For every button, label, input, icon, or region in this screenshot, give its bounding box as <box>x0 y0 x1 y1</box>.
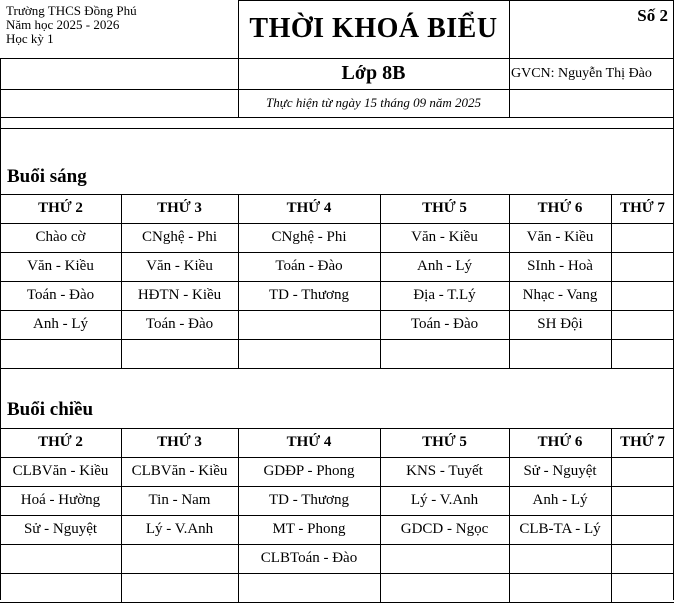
afternoon-lesson-cell: CLB-TA - Lý <box>519 521 601 537</box>
morning-lesson-cell: Toán - Đào <box>275 258 343 274</box>
school-name: Trường THCS Đồng Phú <box>6 3 137 18</box>
morning-lesson-cell: HĐTN - Kiều <box>137 287 222 303</box>
morning-lesson-cell: Văn - Kiều <box>146 258 213 274</box>
morning-lesson-cell: Toán - Đào <box>145 316 214 332</box>
afternoon-lesson-cell: TD - Thương <box>269 492 349 508</box>
class-name: Lớp 8B <box>341 62 406 84</box>
afternoon-lesson-cell: MT - Phong <box>272 521 346 537</box>
horizontal-rule <box>0 89 674 90</box>
horizontal-rule <box>238 0 509 1</box>
afternoon-lesson-cell: Anh - Lý <box>532 492 588 508</box>
afternoon-lesson-cell: CLBVăn - Kiều <box>131 463 228 479</box>
afternoon-lesson-cell <box>611 486 674 515</box>
afternoon-lesson-cell <box>121 544 238 573</box>
vertical-rule <box>509 0 510 117</box>
morning-lesson-cell: Toán - Đào <box>410 316 479 332</box>
morning-lesson-cell: CNghệ - Phi <box>271 229 347 245</box>
afternoon-day-header: THỨ 2 <box>38 434 83 450</box>
afternoon-lesson-cell <box>509 573 611 602</box>
morning-lesson-cell <box>509 339 611 368</box>
morning-day-header: THỨ 7 <box>620 200 665 216</box>
morning-lesson-cell <box>380 339 509 368</box>
afternoon-day-header: THỨ 6 <box>537 434 583 450</box>
morning-lesson-cell: Anh - Lý <box>417 258 472 274</box>
morning-lesson-cell: Toán - Đào <box>26 287 95 303</box>
morning-lesson-cell <box>611 281 674 310</box>
page-title: THỜI KHOÁ BIỂU <box>249 13 498 44</box>
afternoon-lesson-cell <box>0 573 121 602</box>
morning-lesson-cell: Nhạc - Vang <box>522 287 598 303</box>
afternoon-lesson-cell: Sử - Nguyệt <box>23 521 98 537</box>
afternoon-lesson-cell: GDCD - Ngọc <box>400 521 489 537</box>
morning-section-label: Buổi sáng <box>7 166 87 187</box>
morning-lesson-cell: SH Đội <box>537 316 583 332</box>
morning-lesson-cell: Địa - T.Lý <box>413 287 476 303</box>
afternoon-lesson-cell: KNS - Tuyết <box>406 463 483 479</box>
morning-day-header: THỨ 5 <box>422 200 467 216</box>
morning-lesson-cell: Văn - Kiều <box>411 229 478 245</box>
morning-day-header: THỨ 2 <box>38 200 83 216</box>
afternoon-lesson-cell: Lý - V.Anh <box>145 521 214 537</box>
morning-lesson-cell: Anh - Lý <box>33 316 88 332</box>
morning-day-header: THỨ 4 <box>286 200 332 216</box>
afternoon-lesson-cell: CLBVăn - Kiều <box>12 463 109 479</box>
afternoon-lesson-cell <box>611 515 674 544</box>
effective-date: Thực hiện từ ngày 15 tháng 09 năm 2025 <box>266 95 481 110</box>
horizontal-rule <box>509 0 674 1</box>
afternoon-lesson-cell <box>380 573 509 602</box>
morning-lesson-cell <box>121 339 238 368</box>
afternoon-lesson-cell: Hoá - Hường <box>20 492 101 508</box>
morning-lesson-cell <box>238 339 380 368</box>
morning-lesson-cell: CNghệ - Phi <box>142 229 217 245</box>
afternoon-lesson-cell: Tin - Nam <box>148 492 211 508</box>
afternoon-lesson-cell: GDĐP - Phong <box>263 463 355 479</box>
morning-lesson-cell: Văn - Kiều <box>526 229 594 245</box>
morning-lesson-cell <box>611 339 674 368</box>
morning-lesson-cell <box>611 252 674 281</box>
afternoon-lesson-cell <box>509 544 611 573</box>
homeroom-teacher: GVCN: Nguyễn Thị Đào <box>511 65 652 81</box>
afternoon-lesson-cell <box>380 544 509 573</box>
schedule-number: Số 2 <box>637 6 668 25</box>
horizontal-rule <box>0 368 674 369</box>
afternoon-day-header: THỨ 7 <box>620 434 665 450</box>
afternoon-lesson-cell <box>611 573 674 602</box>
morning-day-header: THỨ 3 <box>157 200 202 216</box>
afternoon-lesson-cell: Lý - V.Anh <box>410 492 479 508</box>
morning-lesson-cell: SInh - Hoà <box>527 258 593 274</box>
afternoon-lesson-cell: Sử - Nguyệt <box>523 463 597 479</box>
morning-lesson-cell <box>611 310 674 339</box>
horizontal-rule <box>0 117 674 118</box>
semester: Học kỳ 1 <box>6 31 54 46</box>
school-year: Năm học 2025 - 2026 <box>6 17 120 32</box>
afternoon-lesson-cell <box>238 573 380 602</box>
afternoon-day-header: THỨ 4 <box>286 434 332 450</box>
morning-lesson-cell: Văn - Kiều <box>27 258 94 274</box>
afternoon-lesson-cell <box>611 457 674 486</box>
school-info <box>6 4 137 46</box>
afternoon-lesson-cell <box>611 544 674 573</box>
afternoon-section-label: Buổi chiều <box>7 399 94 420</box>
afternoon-day-header: THỨ 5 <box>422 434 467 450</box>
afternoon-lesson-cell: CLBToán - Đào <box>260 550 358 566</box>
morning-lesson-cell <box>611 223 674 252</box>
afternoon-lesson-cell <box>0 544 121 573</box>
morning-lesson-cell <box>238 310 380 339</box>
morning-lesson-cell: Chào cờ <box>35 229 86 245</box>
morning-lesson-cell <box>0 339 121 368</box>
afternoon-lesson-cell <box>121 573 238 602</box>
horizontal-rule <box>0 128 674 129</box>
morning-lesson-cell: TD - Thương <box>269 287 349 303</box>
morning-day-header: THỨ 6 <box>537 200 583 216</box>
afternoon-day-header: THỨ 3 <box>157 434 202 450</box>
horizontal-rule <box>0 58 674 59</box>
vertical-rule <box>238 0 239 117</box>
